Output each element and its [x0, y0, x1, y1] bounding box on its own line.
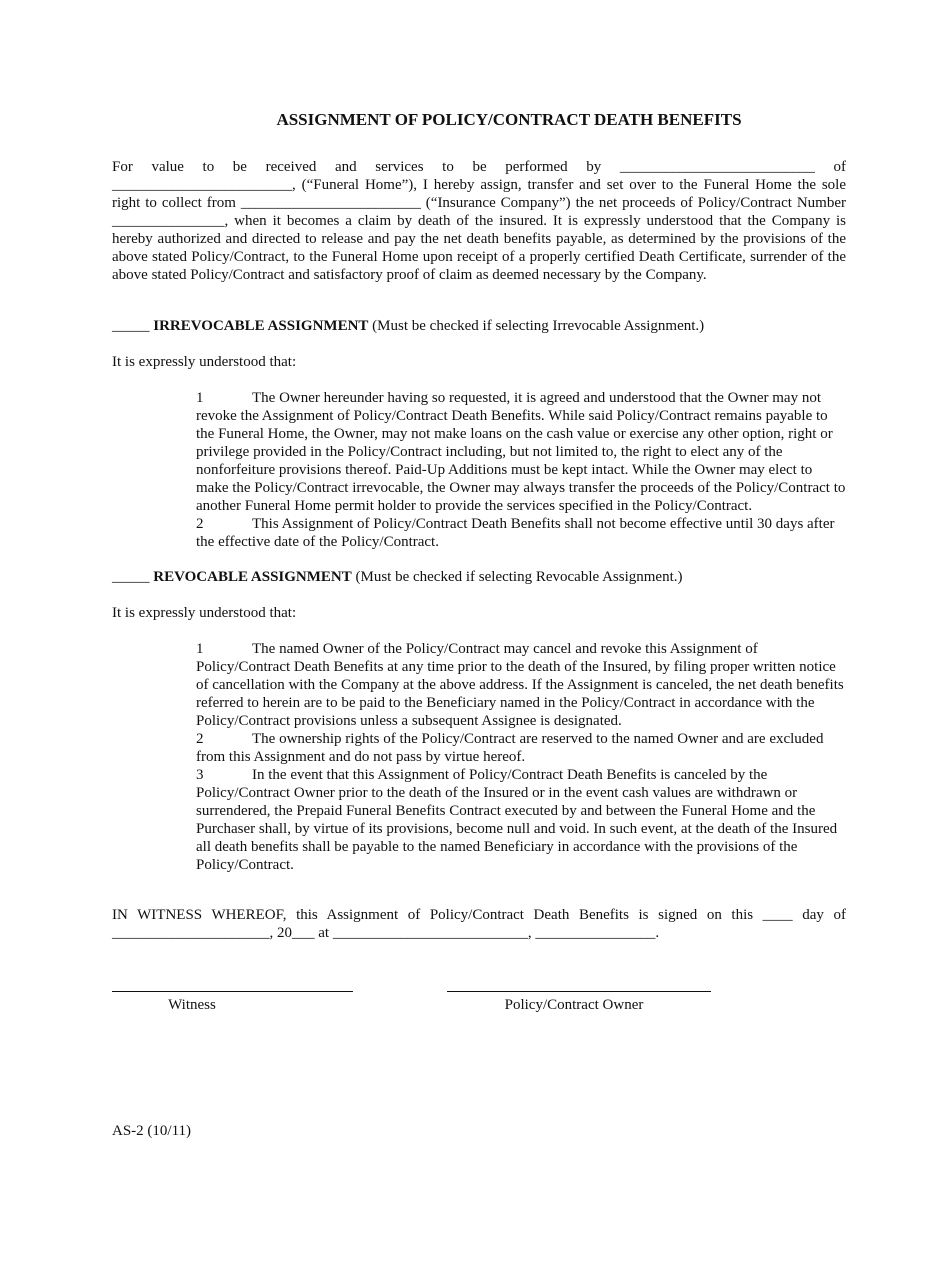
irrevocable-item-2: [196, 515, 846, 551]
item-text: The ownership rights of the Policy/Contract are reserved to the named Owner and are excluded from this Assignment and do not pass by virtue hereof.: [196, 731, 824, 765]
revocable-item-3: [196, 766, 846, 874]
irrevocable-item-1: [196, 389, 846, 515]
item-number: 2: [196, 731, 204, 747]
witness-signature-line[interactable]: [112, 991, 353, 992]
revocable-note: (Must be checked if selecting Revocable Assignment.): [355, 569, 683, 585]
item-text: The Owner hereunder having so requested, it is agreed and understood that the Owner may not revoke the Assignment of Policy/Contract Death Benefits. While said Policy/Contract remains payable to the Funeral Home, the Owner, may not make loans on the cash value or exercise any other option, right or privilege provided in the Policy/Contract including, but not limited to, the right to elect any of the nonforfeiture provisions thereof. Paid-Up Additions must be kept intact. While the Owner may elect to make the Policy/Contract irrevocable, the Owner may always transfer the proceeds of the Policy/Contract to another Funeral Home permit holder to provide the services specified in the Policy/Contract.: [196, 390, 846, 514]
owner-signature-line[interactable]: [447, 991, 711, 992]
revocable-check-blank[interactable]: _____: [112, 569, 150, 585]
item-text: This Assignment of Policy/Contract Death Benefits shall not become effective until 30 days after the effective date of the Policy/Contract.: [196, 516, 835, 550]
item-number: 1: [196, 390, 204, 406]
item-text: In the event that this Assignment of Policy/Contract Death Benefits is canceled by the Policy/Contract Owner prior to the death of the Insured or in the event cash values are withdrawn or surrendered, the Prepaid Funeral Benefits Contract executed by and between the Funeral Home and the Purchaser shall, by virtue of its provisions, become null and void. In such event, at the death of the Insured all death benefits shall be payable to the named Beneficiary in accordance with the provisions of the Policy/Contract.: [196, 767, 838, 873]
owner-label: Policy/Contract Owner: [504, 997, 644, 1013]
witness-statement: IN WITNESS WHEREOF, this Assignment of Policy/Contract Death Benefits is signed on this ____ day of _____________________, 20___ at __________________________, ________________.: [112, 907, 846, 941]
revocable-heading-line: [112, 568, 846, 586]
revocable-item-1: [196, 640, 846, 730]
revocable-items: [196, 640, 846, 874]
item-number: 3: [196, 767, 204, 783]
irrevocable-heading: IRREVOCABLE ASSIGNMENT: [153, 318, 369, 334]
irrevocable-understood: It is expressly understood that:: [112, 354, 297, 370]
item-number: 1: [196, 641, 204, 657]
item-text: The named Owner of the Policy/Contract may cancel and revoke this Assignment of Policy/Contract Death Benefits at any time prior to the death of the Insured, by filing proper written notice of cancellation with the Company at the above address. If the Assignment is canceled, the net death benefits referred to herein are to be paid to the Beneficiary named in the Policy/Contract in accordance with the Policy/Contract provisions unless a subsequent Assignee is designated.: [196, 641, 844, 729]
revocable-understood: It is expressly understood that:: [112, 605, 297, 621]
irrevocable-check-blank[interactable]: _____: [112, 318, 150, 334]
form-code: AS-2 (10/11): [112, 1123, 192, 1139]
irrevocable-heading-line: [112, 317, 846, 335]
witness-label: Witness: [168, 997, 216, 1013]
revocable-heading: REVOCABLE ASSIGNMENT: [153, 569, 352, 585]
item-number: 2: [196, 516, 204, 532]
revocable-item-2: [196, 730, 846, 766]
document-title: ASSIGNMENT OF POLICY/CONTRACT DEATH BENEFITS: [276, 110, 742, 129]
irrevocable-note: (Must be checked if selecting Irrevocable Assignment.): [372, 318, 705, 334]
irrevocable-items: [196, 389, 846, 551]
intro-paragraph: For value to be received and services to be performed by __________________________ of ________________________, (“Funeral Home”), I hereby assign, transfer and set over to the Funeral Home the sole right to collect from ________________________ (“Insurance Company”) the net proceeds of Policy/Contract Number _______________, when it becomes a claim by death of the insured. It is expressly understood that the Company is hereby authorized and directed to release and pay the net death benefits payable, as determined by the provisions of the above stated Policy/Contract, to the Funeral Home upon receipt of a properly certified Death Certificate, surrender of the above stated Policy/Contract and satisfactory proof of claim as deemed necessary by the Company.: [112, 159, 846, 283]
